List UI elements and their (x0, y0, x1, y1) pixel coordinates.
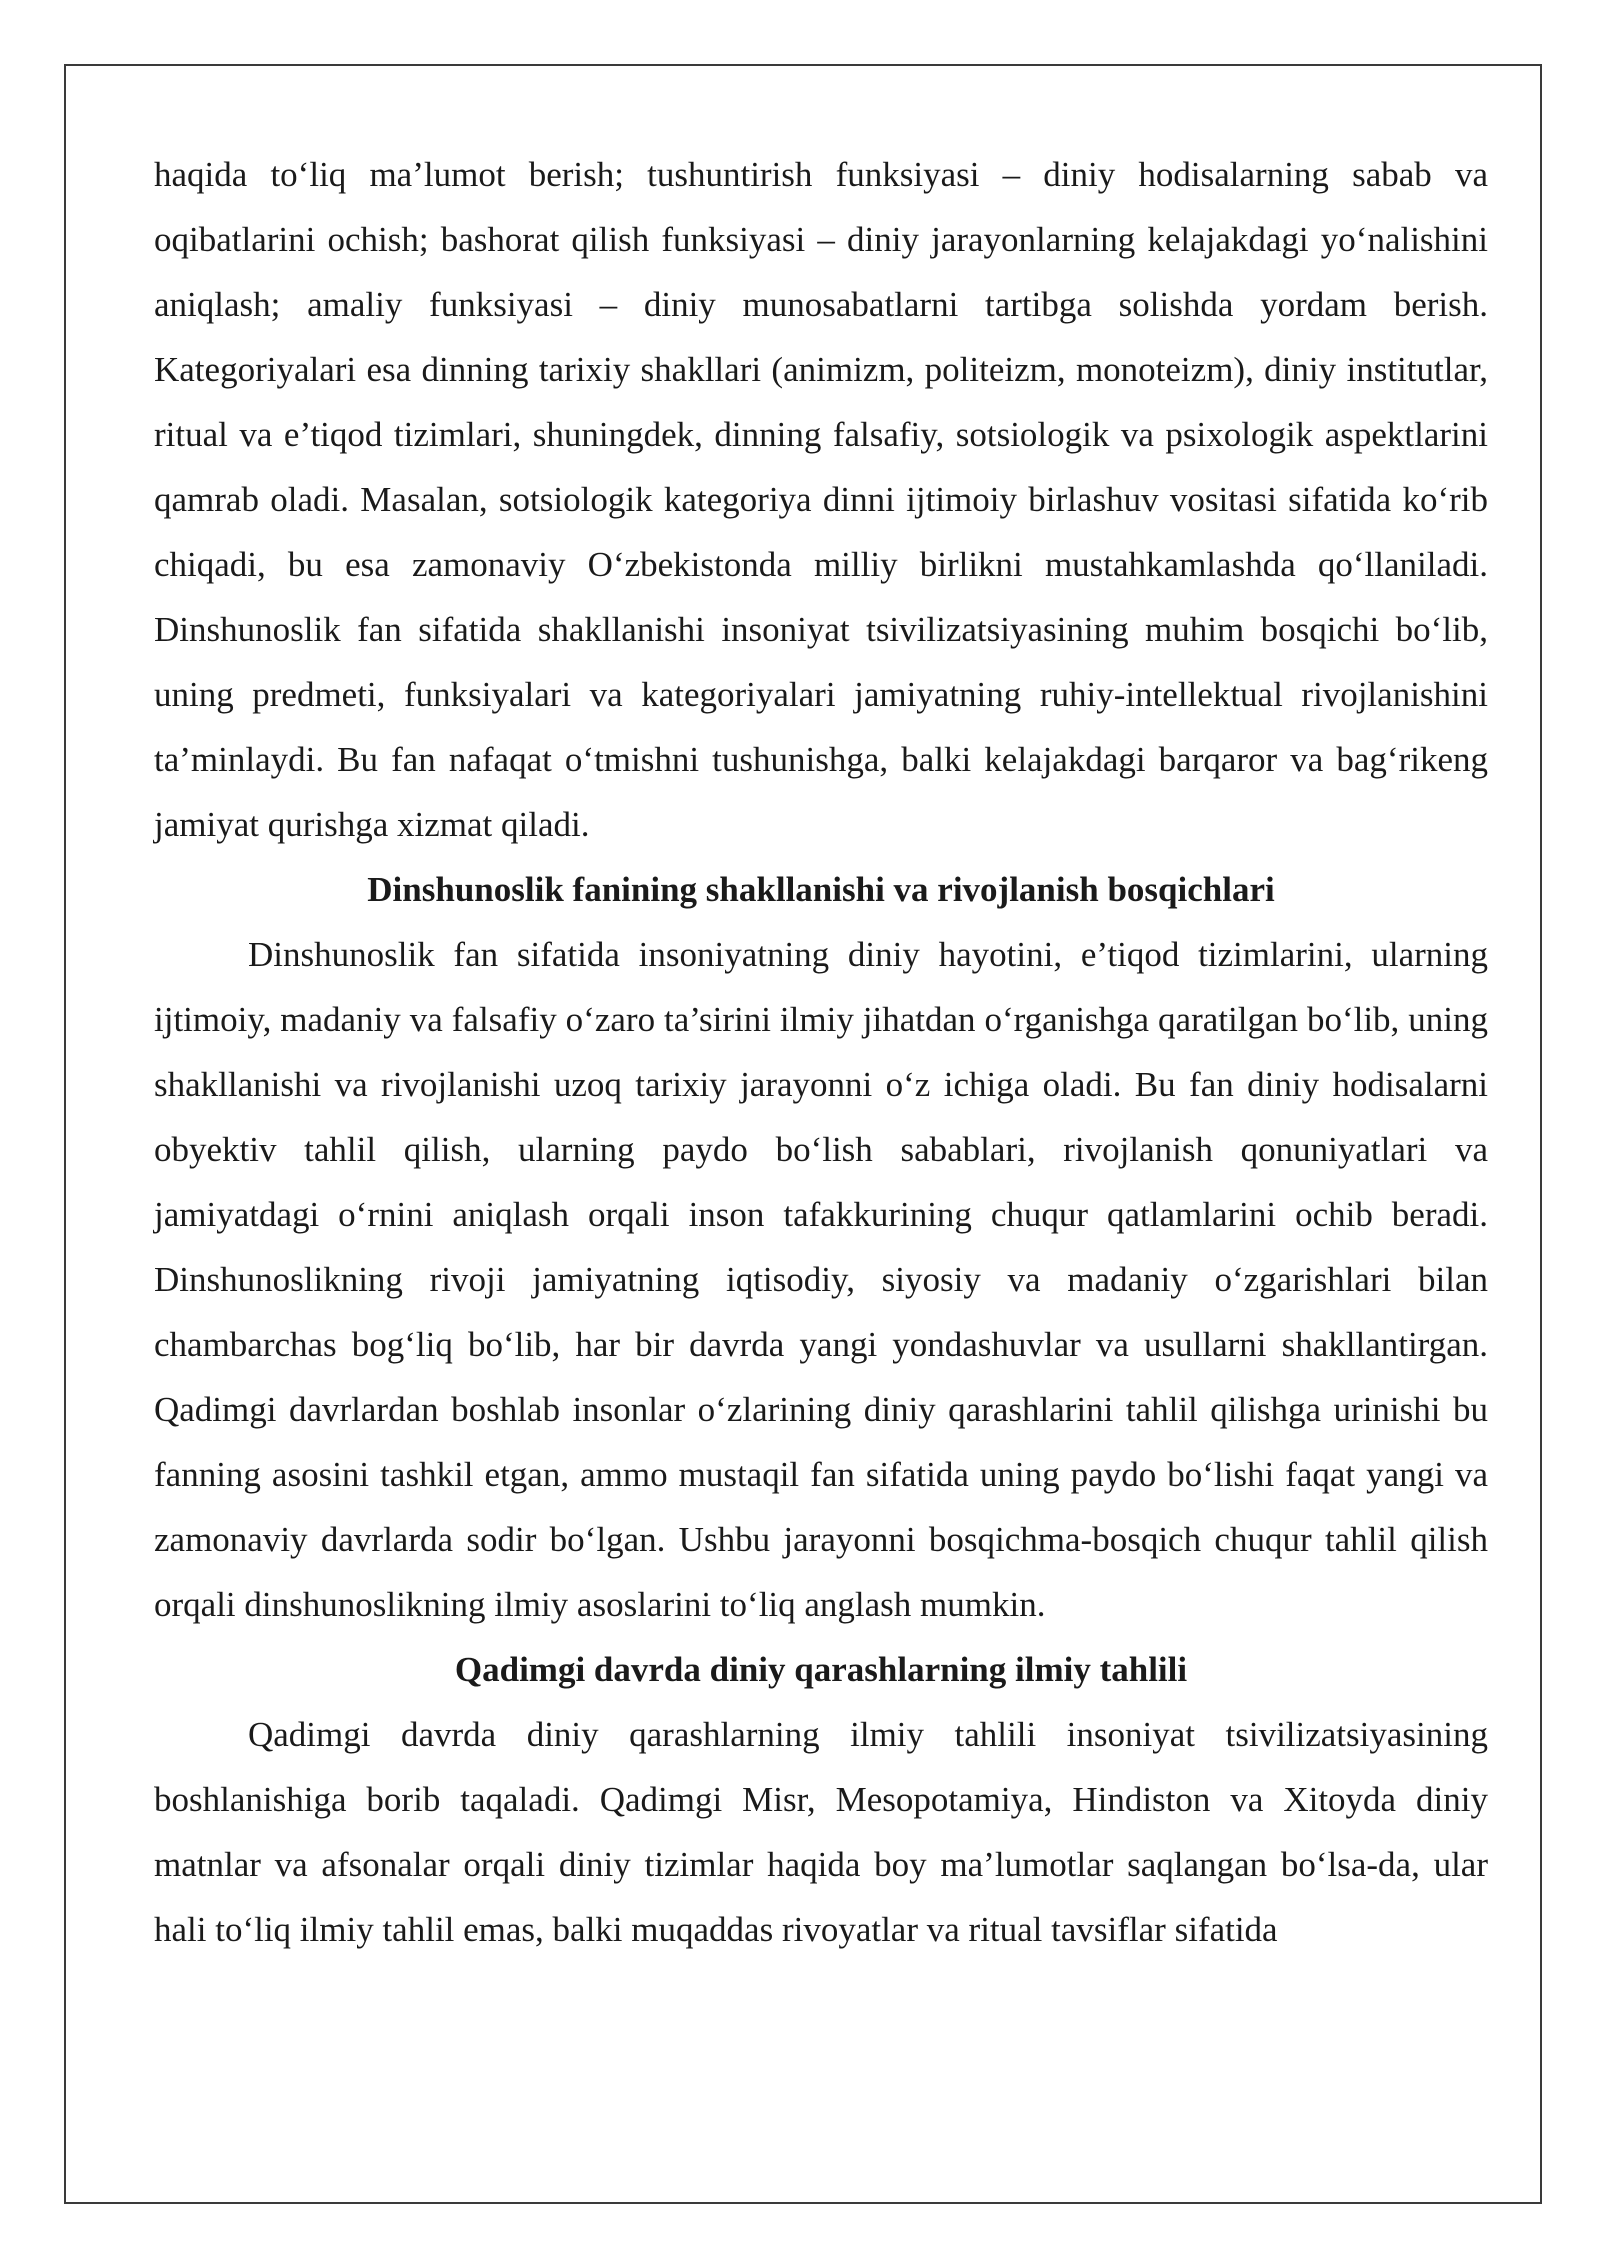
section-heading-formation: Dinshunoslik fanining shakllanishi va rivojlanish bosqichlari (367, 870, 1275, 909)
paragraph-formation: Dinshunoslik fan sifatida insoniyatning diniy hayotini, e’tiqod tizimlarini, ularning ijtimoiy, madaniy va falsafiy o‘zaro ta’sirini ilmiy jihatdan o‘rganishga qaratilgan bo‘lib, uning shakllanishi va rivojlanishi uzoq tarixiy jarayonni o‘z ichiga oladi. Bu fan diniy hodisalarni obyektiv tahlil qilish, ularning paydo bo‘lish sabablari, rivojlanish qonuniyatlari va jamiyatdagi o‘rnini aniqlash orqali inson tafakkurining chuqur qatlamlarini ochib beradi. Dinshunoslikning rivoji jamiyatning iqtisodiy, siyosiy va madaniy o‘zgarishlari bilan chambarchas bog‘liq bo‘lib, har bir davrda yangi yondashuvlar va usullarni shakllantirgan. Qadimgi davrlardan boshlab insonlar o‘zlarining diniy qarashlarini tahlil qilishga urinishi bu fanning asosini tashkil etgan, ammo mustaqil fan sifatida uning paydo bo‘lishi faqat yangi va zamonaviy davrlarda sodir bo‘lgan. Ushbu jarayonni bosqichma-bosqich chuqur tahlil qilish orqali dinshunoslikning ilmiy asoslarini to‘liq anglash mumkin. (154, 935, 1488, 1624)
paragraph-ancient: Qadimgi davrda diniy qarashlarning ilmiy tahlili insoniyat tsivilizatsiyasining boshlanishiga borib taqaladi. Qadimgi Misr, Mesopotamiya, Hindiston va Xitoyda diniy matnlar va afsonalar orqali diniy tizimlar haqida boy ma’lumotlar saqlangan bo‘lsa-da, ular hali to‘liq ilmiy tahlil emas, balki muqaddas rivoyatlar va ritual tavsiflar sifatida (154, 1715, 1488, 1949)
document-body (154, 142, 1488, 1962)
section-heading-ancient: Qadimgi davrda diniy qarashlarning ilmiy tahlili (454, 1650, 1188, 1689)
paragraph-continuation: haqida to‘liq ma’lumot berish; tushuntirish funksiyasi – diniy hodisalarning sabab va oqibatlarini ochish; bashorat qilish funksiyasi – diniy jarayonlarning kelajakdagi yo‘nalishini aniqlash; amaliy funksiyasi – diniy munosabatlarni tartibga solishda yordam berish. Kategoriyalari esa dinning tarixiy shakllari (animizm, politeizm, monoteizm), diniy institutlar, ritual va e’tiqod tizimlari, shuningdek, dinning falsafiy, sotsiologik va psixologik aspektlarini qamrab oladi. Masalan, sotsiologik kategoriya dinni ijtimoiy birlashuv vositasi sifatida ko‘rib chiqadi, bu esa zamonaviy O‘zbekistonda milliy birlikni mustahkamlashda qo‘llaniladi. Dinshunoslik fan sifatida shakllanishi insoniyat tsivilizatsiyasining muhim bosqichi bo‘lib, uning predmeti, funksiyalari va kategoriyalari jamiyatning ruhiy-intellektual rivojlanishini ta’minlaydi. Bu fan nafaqat o‘tmishni tushunishga, balki kelajakdagi barqaror va bag‘rikeng jamiyat qurishga xizmat qiladi. (154, 155, 1488, 844)
